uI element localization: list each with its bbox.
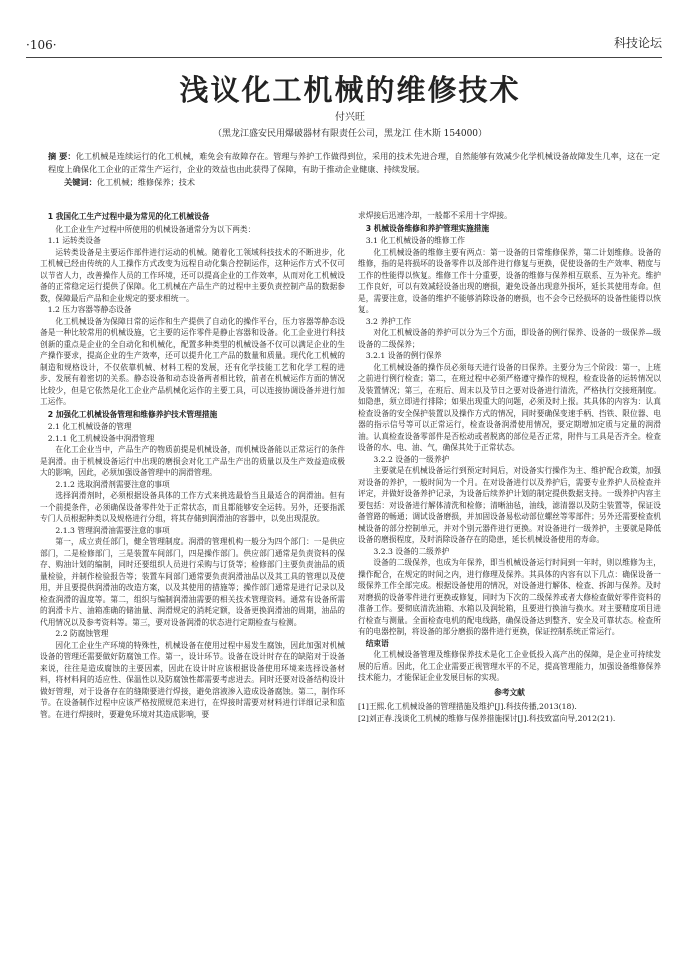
paragraph: 主要就是在机械设备运行到预定时间后，对设备实行操作为主、维护配合政策，加强对设备的养护，一般时间为一个月。在对设备进行以及养护后，需要专业养护人员检查并评定，并做好设备养护记录，为设备后续养护计划的制定提供数据支持。一级养护内容主要包括：对设备进行解体清洗和检修；清晰油毡，油线，滤清器以及防尘装置等，保证设备管路的畅通；调试设备磨损，并加固设备易松动部位螺丝等零部件；另外还需要检查机械设备的部分控制单元，并对个别元器件进行更换。对设备进行一级养护，主要就是降低设备的磨损程度，及时消除设备存在的隐患，延长机械设备使用的寿命。 bbox=[358, 466, 661, 544]
page-number: ·106· bbox=[26, 38, 57, 52]
paragraph: 化工机械设备管理及维修保养技术是化工企业低投入高产出的保障，是企业可持续发展的后盾。因此，化工企业需要正视管理水平的不足，提高管理能力，加强设备维修保养技术能力，才能保证企业发展目标的实现。 bbox=[358, 650, 661, 682]
subsection-heading: 2.2 防腐蚀管理 bbox=[55, 629, 109, 638]
section-heading: 3 机械设备维修和养护管理实施措施 bbox=[365, 223, 490, 233]
subsubsection-heading: 2.1.2 选取润滑剂需要注意的事项 bbox=[55, 479, 170, 489]
author: 付兴旺 bbox=[335, 112, 365, 123]
section-heading: 1 我国化工生产过程中最为常见的化工机械设备 bbox=[47, 212, 210, 221]
journal-name: 科技论坛 bbox=[613, 36, 662, 50]
subsubsection-heading: 2.1.1 化工机械设备中润滑管理 bbox=[47, 433, 155, 443]
paragraph: 对化工机械设备的养护可以分为三个方面，即设备的例行保养、设备的一级保养—级设备的二级保养； bbox=[358, 328, 661, 349]
article-title: 浅议化工机械的维修技术 bbox=[179, 73, 521, 107]
paragraph: 设备的二级保养，也成为年保养，即当机械设备运行时间到一年时，则以维修为主，操作配合，在规定的时间之内，进行修理及保养。其具体的内容有以下几点：确保设备一级保养工作全部完成。根据设备使用的情况，对设备进行解体、检查、拆卸与保养。及时对磨损的设备零件进行更换或修复，同时为下次的二级保养或者大修检查做好零件资料的准备工作。要彻底清洗油箱、水箱以及润轮箱，且要进行换油与换水。对主要精度项目进行检查与测量。全面检查电机的配电线路，确保设备达到整齐、安全及可靠状态。检查所有的电器控制，将设备的部分磨损的器件进行更换，保证控制系统正常运行。 bbox=[358, 558, 661, 636]
abstract bbox=[48, 150, 660, 176]
paragraph: 第一，成立责任部门，健全管理制度。润滑的管理机构一般分为四个部门：一是供应部门，二是检修部门，三是装置车间部门，四是操作部门。供应部门通常是负责资料的保存、购油计划的编制，同时还要组织人员进行采购与订货等；检修部门主要负责油品的质量检验，并制作检验报告等；装置车间部门通常要负责润滑油品以及其工具的管理以及使用，并且要提供润滑油的改造方案，以及其使用的措施等；操作部门通常是进行记录以及检查润滑的温度等。第二，组织与编制润滑油需要的相关技术管理资料。通常有设备所需的润滑卡片、油箱准确的储油量、润滑规定的消耗定额，设备更换润滑油的周期，油品的代用情况以及参考资料等。第三，要对设备润滑的状态进行定期检查与检测。 bbox=[40, 537, 345, 627]
paragraph: 化工企业生产过程中所使用的机械设备通常分为以下两类： bbox=[55, 224, 256, 234]
subsubsection-heading: 2.1.3 管理润滑油需要注意的事项 bbox=[55, 525, 170, 535]
subsection-heading: 3.1 化工机械设备的维修工作 bbox=[365, 236, 465, 245]
references-heading: 参考文献 bbox=[494, 687, 525, 697]
reference-item: [1]王熙.化工机械设备的管理措施及维护[J].科技传播,2013(18). bbox=[358, 702, 577, 711]
subsection-heading: 3.2 养护工作 bbox=[365, 316, 412, 326]
keywords-label: 关键词： bbox=[64, 177, 97, 187]
paragraph: 运转类设备是主要运作部件进行运动的机械。随着化工领域科技技术的不断进步，化工机械已经由传统的人工操作方式改变为远程自动化集合控制运作，这种运作方式不仅可以节省人力，改善操作人员的工作环境，还可以提高企业的工作效率，从而对化工机械设备的正常稳定运行提供了保障。化工机械在产品生产的过程中主要负责控制产品的数据参数，保障最后产品和企业规定的要求相统一。 bbox=[40, 247, 345, 303]
affiliation: （黑龙江盛安民用爆破器材有限责任公司，黑龙江 佳木斯 154000） bbox=[212, 129, 488, 139]
abstract-text: 化工机械是连续运行的化工机械，难免会有故障存在。管理与养护工作做得到位，采用的技术先进合理，自然能够有效减少化学机械设备故障发生几率，这在一定程度上确保化工企业的正常生产运行，企业的效益也由此获得了保障，有助于推动企业健康、持续发展。 bbox=[48, 151, 660, 175]
conclusion-heading: 结束语 bbox=[365, 638, 389, 648]
reference-item: [2]刘正春.浅谈化工机械的维修与保养措施探讨[J].科技致富向导,2012(21). bbox=[358, 713, 616, 723]
paragraph: 化工机械设备的操作员必须每天进行设备的日保养。主要分为三个阶段：第一，上班之前进行例行检查；第二，在班过程中必须严格遵守操作的规程，检查设备的运转情况以及装置情况；第三，在班后、周末以及节日之要对设备进行清洗，严格执行交接班制度。如隐患，须立即进行排除；如果出现重大的问题，必须及时上报。其具体的内容为：认真检查设备的安全保护装置以及操作方式的情况，同时要确保变速手柄、挡铁、限位器、电器的指示信号等可以正常运行，检查设备润滑使用情况，要定期增加定质与定量的润滑油。认真检查设备零部件是否松动或者脱离的部位是否正常，附件与工具是否齐全。检查设备的水、电、油、气，确保其处于正常状态。 bbox=[358, 362, 661, 452]
paragraph: 化工机械设备为保障日常的运作和生产提供了自动化的操作平台，压力容器等静态设备是一种比较常用的机械设施，它主要的运作零件是静止容器和设备。化工企业进行科技创新的重点是企业的全自动化和机械化，配置多种类型的机械设备不仅可以满足企业的生产操作要求，提高企业的生产效率，还可以提升化工产品的数量和质量。现代化工机械的制造和规格设计，不仅依靠机械、材料工程的发展，还有化学技能工艺和化学工程的进步、发展有着密切的关系。静态设备和动态设备两者相比较，前者在机械运作方面的情况比较少，但是它依然是化工企业产品机械化运作的主要工具，可以连接协调设备并进行加工运作。 bbox=[40, 316, 345, 406]
paragraph: 因化工企业生产环境的特殊性，机械设备在使用过程中易发生腐蚀，因此加强对机械设备的管理还需要做好防腐蚀工作。第一，设计环节。设备在设计时存在的缺陷对于设备来说，往往是造成腐蚀的主要因素，因此在设计时应该根据设备使用环境来选择设备材料，将材料间的适应性、保温性以及防腐蚀性都需要考虑进去。同时还要对设备结构设计做好管理，对于设备存在的缝隙要进行焊接，避免溶液渗入造成设备腐蚀。第二，制作环节。在设备制作过程中应该严格按照规范来进行，在焊接时需要对材料进行详细记录和监管。在进行焊接时，要避免环境对其造成影响，要 bbox=[40, 640, 345, 719]
header-divider bbox=[26, 57, 662, 58]
paragraph: 化工机械设备的维修主要有两点：第一设备的日常维修保养，第二计划维修。设备的维修，指的是将损坏的设备零件以及部件进行修复与更换，促使设备的生产效率、精度与工作的性能得以恢复。维修工作十分重要，设备的维修与保养相互联系、互为补充。维护工作良好，可以有效减轻设备出现的磨损，避免设备出现意外损坏，延长其使用寿命。但是，需要注意，设备的维护不能够消除设备的磨损，也不会令已经损坏的设备性能得以恢复。 bbox=[358, 247, 661, 314]
keywords-text: 化工机械；维修保养；技术 bbox=[96, 177, 196, 187]
keywords bbox=[64, 177, 195, 188]
subsubsection-heading: 3.2.2 设备的一级养护 bbox=[373, 454, 450, 464]
right-column bbox=[358, 210, 661, 724]
paragraph: 在化工企业当中，产品生产的物质前提是机械设备，而机械设备能以正常运行的条件是润滑。由于机械设备运行中出现的磨损会对化工产品生产出的质量以及生产效益造成极大的影响，因此，必须加强设备管理中的润滑管理。 bbox=[40, 445, 345, 477]
paragraph: 求焊接后迅速冷却，一般都不采用十字焊接。 bbox=[358, 211, 512, 220]
paragraph: 选择润滑剂时，必须根据设备具体的工作方式来挑选最恰当且最适合的润滑油。但有一个前提条件，必须确保设备零件处于正常状态，而且都能够安全运转。另外，还要指派专门人员根据种类以及规格进行分组，将其存储到润滑油的容器中，以免出现混放。 bbox=[40, 491, 345, 523]
subsection-heading: 1.2 压力容器等静态设备 bbox=[47, 305, 132, 314]
abstract-label: 摘 要： bbox=[48, 151, 76, 161]
subsection-heading: 2.1 化工机械设备的管理 bbox=[47, 422, 132, 431]
section-heading: 2 加强化工机械设备管理和维修养护技术管理措施 bbox=[47, 409, 218, 419]
subsubsection-heading: 3.2.1 设备的例行保养 bbox=[365, 351, 442, 360]
left-column bbox=[40, 210, 345, 720]
subsubsection-heading: 3.2.3 设备的二级养护 bbox=[373, 546, 450, 556]
subsection-heading: 1.1 运转类设备 bbox=[47, 236, 101, 245]
